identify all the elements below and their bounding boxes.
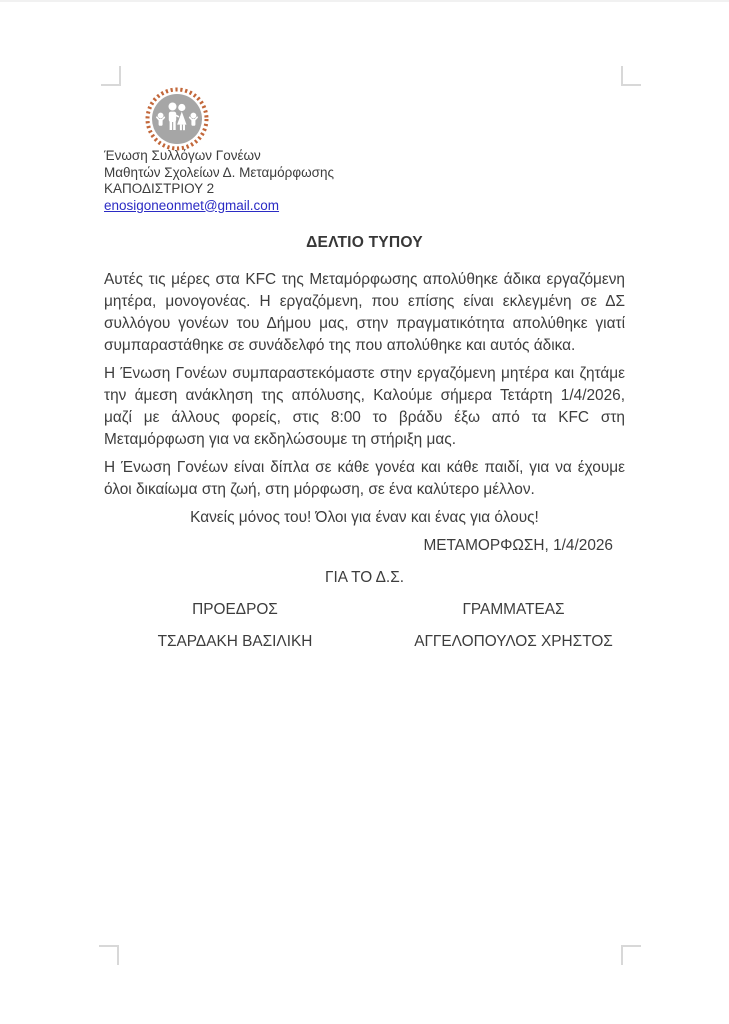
text-boundary-mark-top-right [621,66,641,86]
email-link[interactable]: enosigoneonmet@gmail.com [104,197,280,213]
org-address: ΚΑΠΟΔΙΣΤΡΙΟΥ 2 [104,181,215,196]
signature-names-row [104,631,625,653]
parents-association-logo [142,84,212,154]
org-name-line-1: Ένωση Συλλόγων Γονέων [104,148,261,163]
slogan-line: Κανείς μόνος του! Όλοι για έναν και ένας για όλους! [190,509,539,526]
text-boundary-mark-bottom-right [621,945,641,965]
dateline: ΜΕΤΑΜΟΡΦΩΣΗ, 1/4/2026 [423,537,613,554]
paragraph-2: Η Ένωση Γονέων συμπαραστεκόμαστε στην εργαζόμενη μητέρα και ζητάμε την άμεση ανάκληση της απόλυσης, Καλούμε σήμερα Τετάρτη 1/4/2026, μαζί με άλλους φορείς, στις 8:00 το βράδυ έξω από τα KFC στη Μεταμόρφωση για να εκδηλώσουμε τη στήριξη μας. [104,365,625,448]
signature-name-secretary: ΑΓΓΕΛΟΠΟΥΛΟΣ ΧΡΗΣΤΟΣ [414,633,613,650]
signature-name-president: ΤΣΑΡΔΑΚΗ ΒΑΣΙΛΙΚΗ [157,633,313,650]
document-body [104,233,625,653]
letterhead [104,148,334,214]
document-title: ΔΕΛΤΙΟ ΤΥΠΟΥ [306,234,423,251]
signature-roles-row [104,599,625,621]
signature-role-secretary: ΓΡΑΜΜΑΤΕΑΣ [462,601,565,618]
text-boundary-mark-top-left [101,66,121,86]
paragraph-3: Η Ένωση Γονέων είναι δίπλα σε κάθε γονέα και κάθε παιδί, για να έχουμε όλοι δικαίωμα στη ζωή, στη μόρφωση, σε ένα καλύτερο μέλλον. [104,459,625,498]
text-boundary-mark-bottom-left [99,945,119,965]
for-the-board-line: ΓΙΑ ΤΟ Δ.Σ. [324,569,405,586]
signature-role-president: ΠΡΟΕΔΡΟΣ [192,601,278,618]
org-name-line-2: Μαθητών Σχολείων Δ. Μεταμόρφωσης [104,164,334,180]
paragraph-1: Αυτές τις μέρες στα KFC της Μεταμόρφωσης απολύθηκε άδικα εργαζόμενη μητέρα, μονογονέας. Η εργαζόμενη, που επίσης είναι εκλεγμένη σε ΔΣ συλλόγου γονέων του Δήμου μας, στην πραγματικότητα απολύθηκε γιατί συμπαραστάθηκε σε συνάδελφό της που απολύθηκε και αυτός άδικα. [104,271,625,354]
